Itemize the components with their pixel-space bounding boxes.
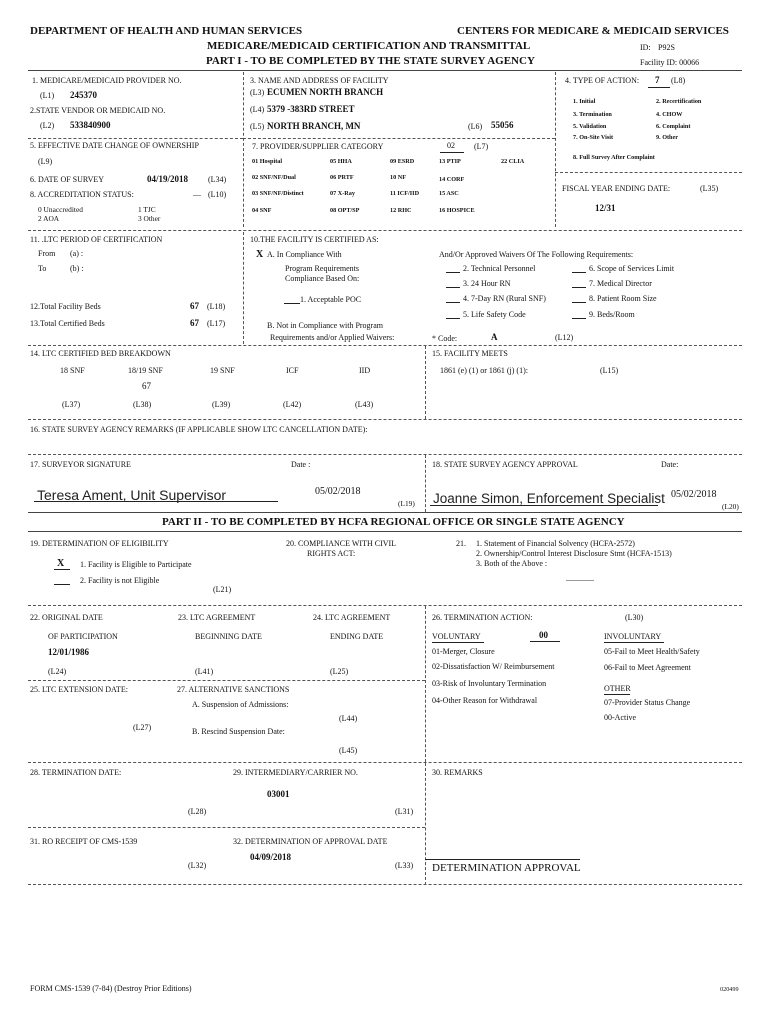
form-code: 020499 <box>720 986 739 993</box>
l31-code: (L31) <box>395 807 414 816</box>
category-option: 03 SNF/NF/Distinct <box>252 190 304 197</box>
ltc-beginning-label: BEGINNING DATE <box>195 632 262 641</box>
eligibility-mark: X <box>57 558 65 569</box>
divider <box>28 419 742 420</box>
type-of-action-label: 4. TYPE OF ACTION: <box>565 76 640 85</box>
l4-code: (L4) <box>250 105 265 114</box>
waiver-item: 5. Life Safety Code <box>463 310 526 319</box>
bed-col: ICF <box>286 366 299 375</box>
action-option: 5. Validation <box>573 123 607 130</box>
waiver-item: 2. Technical Personnel <box>463 264 536 273</box>
original-date-label: 22. ORIGINAL DATE <box>30 613 103 622</box>
form-title: MEDICARE/MEDICAID CERTIFICATION AND TRANSMITTAL <box>207 40 531 52</box>
bed-value-1819: 67 <box>142 381 151 391</box>
suspension-label: A. Suspension of Admissions: <box>192 700 289 709</box>
facility-meets-text: 1861 (e) (1) or 1861 (j) (1): <box>440 366 528 375</box>
l28-code: (L28) <box>188 807 207 816</box>
underline <box>572 302 586 303</box>
original-date-value: 12/01/1986 <box>48 647 90 657</box>
divider <box>28 454 742 455</box>
other-label: OTHER <box>604 684 631 693</box>
l21-code: (L21) <box>213 585 232 594</box>
eligibility-opt1: 1. Facility is Eligible to Participate <box>80 560 192 569</box>
termination-value: 00 <box>539 630 548 640</box>
surveyor-date: 05/02/2018 <box>315 486 361 497</box>
l5-code: (L5) <box>250 122 265 131</box>
accreditation-option: 0 Unaccredited <box>38 205 83 214</box>
provider-category-label: 7. PROVIDER/SUPPLIER CATEGORY <box>252 142 384 151</box>
category-option: 06 PRTF <box>330 174 354 181</box>
l41-code: (L41) <box>195 667 214 676</box>
divider <box>425 455 426 512</box>
divider <box>28 762 742 763</box>
total-beds-value: 67 <box>190 301 199 311</box>
l3-code: (L3) <box>250 88 265 97</box>
l17-code: (L17) <box>207 319 226 328</box>
l18-code: (L18) <box>207 302 226 311</box>
l27-code: (L27) <box>133 723 152 732</box>
accreditation-option: 3 Other <box>138 214 161 223</box>
bed-code: (L37) <box>62 400 81 409</box>
divider <box>28 680 425 681</box>
id-label: ID: <box>640 43 651 52</box>
divider <box>243 232 244 344</box>
intermediary-value: 03001 <box>267 789 290 799</box>
voluntary-label: VOLUNTARY <box>432 632 481 641</box>
approval-signature: Joanne Simon, Enforcement Specialist <box>433 491 665 506</box>
category-option: 10 NF <box>390 174 406 181</box>
involuntary-label: INVOLUNTARY <box>604 632 662 641</box>
bed-code: (L39) <box>212 400 231 409</box>
termination-date-label: 28. TERMINATION DATE: <box>30 768 122 777</box>
underline <box>432 642 484 643</box>
termination-action-label: 26. TERMINATION ACTION: <box>432 613 533 622</box>
rescind-label: B. Rescind Suspension Date: <box>192 727 285 736</box>
civil-rights-label-2: RIGHTS ACT: <box>307 549 356 558</box>
divider <box>243 138 555 139</box>
l34-code: (L34) <box>208 175 227 184</box>
l30-code: (L30) <box>625 613 644 622</box>
divider <box>425 763 426 885</box>
category-option: 22 CLIA <box>501 158 525 165</box>
item21-label: 21. <box>456 539 466 548</box>
l19-code: (L19) <box>398 499 415 508</box>
l44-code: (L44) <box>339 714 358 723</box>
eff-date-label: 5. EFFECTIVE DATE CHANGE OF OWNERSHIP <box>30 141 199 150</box>
certified-as-label: 10.THE FACILITY IS CERTIFIED AS: <box>250 235 379 244</box>
category-option: 11 ICF/IID <box>390 190 420 197</box>
facility-zip: 55056 <box>491 120 514 130</box>
bed-col: IID <box>359 366 371 375</box>
item21-option: 3. Both of the Above : <box>476 559 548 568</box>
compliance-mark: X <box>256 249 264 260</box>
l1-code: (L1) <box>40 91 55 100</box>
vendor-no-label: 2.STATE VENDOR OR MEDICAID NO. <box>30 106 166 115</box>
category-option: 05 HHA <box>330 158 352 165</box>
divider <box>555 72 556 227</box>
facility-id: Facility ID: 00066 <box>640 58 700 67</box>
surveyor-signature-label: 17. SURVEYOR SIGNATURE <box>30 460 131 469</box>
surveyor-signature: Teresa Ament, Unit Supervisor <box>37 487 227 503</box>
approval-date-label: Date: <box>661 460 679 469</box>
to-code: (b) : <box>70 264 84 273</box>
underline <box>54 569 70 570</box>
facility-street: 5379 -383RD STREET <box>267 104 355 114</box>
underline <box>34 501 278 502</box>
category-option: 12 RHC <box>390 207 412 214</box>
waiver-item: 9. Beds/Room <box>589 310 635 319</box>
ltc-extension-label: 25. LTC EXTENSION DATE: <box>30 685 128 694</box>
l25-code: (L25) <box>330 667 349 676</box>
waiver-item: 8. Patient Room Size <box>589 294 657 303</box>
category-option: 07 X-Ray <box>330 190 355 197</box>
l9-code: (L9) <box>38 157 53 166</box>
eligibility-label: 19. DETERMINATION OF ELIGIBILITY <box>30 539 169 548</box>
underline <box>430 505 658 506</box>
provider-no-value: 245370 <box>70 90 97 100</box>
alt-sanctions-label: 27. ALTERNATIVE SANCTIONS <box>177 685 290 694</box>
divider <box>425 346 426 419</box>
voluntary-option: 02-Dissatisfaction W/ Reimbursement <box>432 662 555 671</box>
category-option: 02 SNF/NF/Dual <box>252 174 296 181</box>
category-option: 16 HOSPICE <box>439 207 475 214</box>
compliance-a: A. In Compliance With <box>267 250 342 259</box>
civil-rights-label: 20. COMPLIANCE WITH CIVIL <box>286 539 397 548</box>
divider <box>28 827 425 828</box>
not-compliance: B. Not in Compliance with Program <box>267 321 383 330</box>
action-option: 1. Initial <box>573 98 596 105</box>
underline <box>440 152 464 153</box>
to-label: To <box>38 264 47 273</box>
divider <box>425 606 426 762</box>
action-option: 8. Full Survey After Complaint <box>573 154 655 161</box>
approval-label: 18. STATE SURVEY AGENCY APPROVAL <box>432 460 578 469</box>
divider <box>28 605 742 606</box>
facility-meets-label: 15. FACILITY MEETS <box>432 349 508 358</box>
category-option: 01 Hospital <box>252 158 283 165</box>
divider <box>28 345 742 346</box>
bed-col: 18 SNF <box>60 366 85 375</box>
part2-title: PART II - TO BE COMPLETED BY HCFA REGIONAL OFFICE OR SINGLE STATE AGENCY <box>162 516 625 528</box>
fiscal-year-label: FISCAL YEAR ENDING DATE: <box>562 184 671 193</box>
ltc-agreement-label: 23. LTC AGREEMENT <box>178 613 256 622</box>
approval-date: 05/02/2018 <box>671 489 717 500</box>
action-option: 4. CHOW <box>656 111 683 118</box>
fiscal-year-value: 12/31 <box>595 203 616 213</box>
l33-code: (L33) <box>395 861 414 870</box>
underline <box>54 584 70 585</box>
bed-col: 18/19 SNF <box>128 366 163 375</box>
underline <box>604 642 664 643</box>
action-option: 9. Other <box>656 134 678 141</box>
underline <box>648 87 670 88</box>
divider <box>28 230 742 231</box>
l24-code: (L24) <box>48 667 67 676</box>
underline <box>446 318 460 319</box>
other-option: 00-Active <box>604 713 636 722</box>
l2-code: (L2) <box>40 121 55 130</box>
other-option: 07-Provider Status Change <box>604 698 691 707</box>
code-value: A <box>491 332 498 342</box>
l8-code: (L8) <box>671 76 686 85</box>
facility-name: ECUMEN NORTH BRANCH <box>267 87 384 97</box>
underline <box>446 272 460 273</box>
l12-code: (L12) <box>555 333 574 342</box>
accreditation-value: __ <box>193 188 201 197</box>
bed-col: 19 SNF <box>210 366 235 375</box>
underline <box>572 272 586 273</box>
header-department: DEPARTMENT OF HEALTH AND HUMAN SERVICES <box>30 25 303 37</box>
type-of-action-value: 7 <box>655 75 660 85</box>
waiver-item: 4. 7-Day RN (Rural SNF) <box>463 294 546 303</box>
rule <box>28 512 742 513</box>
from-label: From <box>38 249 56 258</box>
bed-breakdown-label: 14. LTC CERTIFIED BED BREAKDOWN <box>30 349 171 358</box>
action-option: 6. Complaint <box>656 123 691 130</box>
not-compliance-2: Requirements and/or Applied Waivers: <box>270 333 395 342</box>
underline <box>284 303 300 304</box>
underline <box>446 302 460 303</box>
underline <box>604 694 630 695</box>
l10-code: (L10) <box>208 190 227 199</box>
l15-code: (L15) <box>600 366 619 375</box>
l45-code: (L45) <box>339 746 358 755</box>
certified-beds-label: 13.Total Certified Beds <box>30 319 105 328</box>
involuntary-option: 05-Fail to Meet Health/Safety <box>604 647 700 656</box>
approval-date-label-32: 32. DETERMINATION OF APPROVAL DATE <box>233 837 388 846</box>
item21-option: 1. Statement of Financial Solvency (HCFA-2572) <box>476 539 635 548</box>
accreditation-option: 2 AOA <box>38 214 60 223</box>
l35-code: (L35) <box>700 184 719 193</box>
action-option: 3. Termination <box>573 111 612 118</box>
survey-date-value: 04/19/2018 <box>147 174 189 184</box>
category-option: 15 ASC <box>439 190 459 197</box>
bed-code: (L38) <box>133 400 152 409</box>
eligibility-opt2: 2. Facility is not Eligible <box>80 576 160 585</box>
ltc-ending-label: ENDING DATE <box>330 632 384 641</box>
bed-code: (L43) <box>355 400 374 409</box>
id-value: P92S <box>658 43 675 52</box>
waivers-title: And/Or Approved Waivers Of The Following Requirements: <box>439 250 634 259</box>
ltc-agreement-end-label: 24. LTC AGREEMENT <box>313 613 391 622</box>
category-option: 04 SNF <box>252 207 272 214</box>
waiver-item: 6. Scope of Services Limit <box>589 264 675 273</box>
rule <box>28 531 742 532</box>
code-label: * Code: <box>432 334 458 343</box>
underline <box>572 287 586 288</box>
underline <box>566 580 594 581</box>
header-cms: CENTERS FOR MEDICARE & MEDICAID SERVICES <box>457 25 729 37</box>
rule <box>28 70 742 71</box>
divider <box>28 138 243 139</box>
waiver-item: 3. 24 Hour RN <box>463 279 511 288</box>
action-option: 7. On-Site Visit <box>573 134 614 141</box>
category-option: 14 CORF <box>439 176 465 183</box>
acceptable-poc: 1. Acceptable POC <box>300 295 362 304</box>
part1-title: PART I - TO BE COMPLETED BY THE STATE SURVEY AGENCY <box>206 55 535 67</box>
provider-no-label: 1. MEDICARE/MEDICAID PROVIDER NO. <box>32 76 182 85</box>
category-option: 13 PTIP <box>439 158 461 165</box>
remarks30-value: DETERMINATION APPROVAL <box>432 862 581 874</box>
category-option: 09 ESRD <box>390 158 415 165</box>
intermediary-label: 29. INTERMEDIARY/CARRIER NO. <box>233 768 358 777</box>
divider <box>243 72 244 227</box>
from-code: (a) : <box>70 249 84 258</box>
provider-category-value: 02 <box>447 141 455 150</box>
underline <box>572 318 586 319</box>
survey-date-label: 6. DATE OF SURVEY <box>30 175 105 184</box>
surveyor-date-label: Date : <box>291 460 311 469</box>
total-beds-label: 12.Total Facility Beds <box>30 302 101 311</box>
accreditation-option: 1 TJC <box>138 205 156 214</box>
underline <box>425 859 580 860</box>
l7-code: (L7) <box>474 142 489 151</box>
voluntary-option: 04-Other Reason for Withdrawal <box>432 696 538 705</box>
approval-date-value: 04/09/2018 <box>250 852 292 862</box>
vendor-no-value: 533840900 <box>70 120 111 130</box>
program-req: Program Requirements <box>285 264 359 273</box>
l6-code: (L6) <box>468 122 483 131</box>
bed-code: (L42) <box>283 400 302 409</box>
underline <box>446 287 460 288</box>
l32-code: (L32) <box>188 861 207 870</box>
item21-option: 2. Ownership/Control Interest Disclosure Stmt (HCFA-1513) <box>476 549 672 558</box>
voluntary-option: 03-Risk of Involuntary Termination <box>432 679 547 688</box>
voluntary-option: 01-Merger, Closure <box>432 647 495 656</box>
form-number: FORM CMS-1539 (7-84) (Destroy Prior Editions) <box>30 984 192 993</box>
accreditation-label: 8. ACCREDITATION STATUS: <box>30 190 134 199</box>
divider <box>555 172 742 173</box>
ltc-period-label: 11. .LTC PERIOD OF CERTIFICATION <box>30 235 163 244</box>
waiver-item: 7. Medical Director <box>589 279 652 288</box>
ro-receipt-label: 31. RO RECEIPT OF CMS-1539 <box>30 837 138 846</box>
compliance-based: Compliance Based On: <box>285 274 360 283</box>
underline <box>530 641 560 642</box>
facility-city: NORTH BRANCH, MN <box>267 121 361 131</box>
involuntary-option: 06-Fail to Meet Agreement <box>604 663 691 672</box>
remarks-label: 16. STATE SURVEY AGENCY REMARKS (IF APPLICABLE SHOW LTC CANCELLATION DATE): <box>30 425 368 434</box>
action-option: 2. Recertification <box>656 98 702 105</box>
remarks30-label: 30. REMARKS <box>432 768 483 777</box>
original-date-sub: OF PARTICIPATION <box>48 632 118 641</box>
divider <box>28 884 742 885</box>
category-option: 08 OPT/SP <box>330 207 360 214</box>
l20-code: (L20) <box>722 502 739 511</box>
facility-name-label: 3. NAME AND ADDRESS OF FACILITY <box>250 76 389 85</box>
certified-beds-value: 67 <box>190 318 199 328</box>
